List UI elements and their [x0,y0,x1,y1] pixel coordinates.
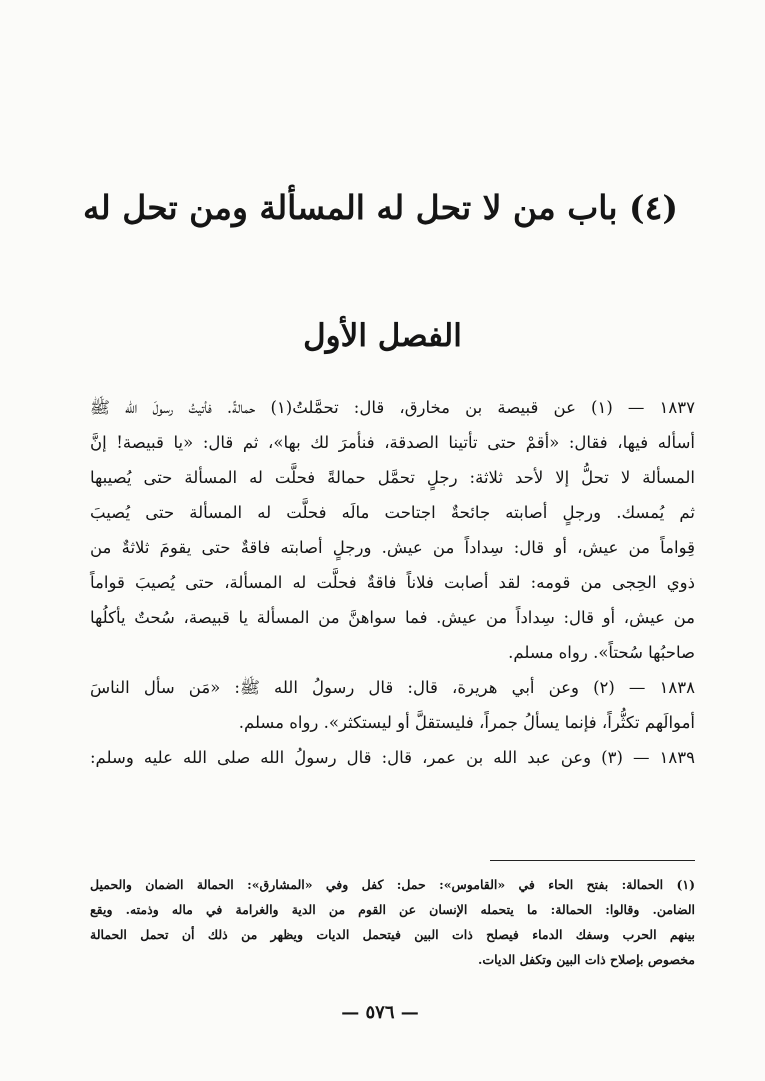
footnote-divider [490,860,695,861]
footnote-line: بينهم الحرب وسفك الدماء فيصلح ذات البين فيتحمل الديات ويظهر من ذلك أن تحمل الحمالة [90,927,695,942]
chapter-title: (٤) باب من لا تحل له المسألة ومن تحل له [82,188,678,227]
footnote [90,872,695,972]
text-line: ١٨٣٩ — (٣) وعن عبد الله بن عمر، قال: قال رسولُ الله صلى الله عليه وسلم: [90,748,695,767]
text-line: المسألة لا تحلُّ إلا لأحد ثلاثة: رجلٍ تحمَّل حمالةً فحلَّت له المسألة حتى يُصيبها [90,468,695,487]
hadith-text-body [90,390,695,775]
section-title: الفصل الأول [303,318,462,354]
text-line: ثم يُمسك. ورجلٍ أصابته جائحةٌ اجتاحت مالَه فحلَّت له المسألة حتى يُصيبَ [90,503,695,522]
footnote-line: مخصوص بإصلاح ذات البين وتكفل الديات. [478,952,695,967]
text-line: ١٨٣٧ — (١) عن قبيصة بن مخارق، قال: تحمَّلتُ(١) حمالةً. فأتيتُ رسولَ الله ﷺ [90,398,695,417]
text-line: أسأله فيها، فقال: «أقمْ حتى تأتينا الصدقة، فنأمرَ لك بها»، ثم قال: «يا قبيصة! إنَّ [90,433,695,452]
page-number: — ٥٧٦ — [341,1002,419,1023]
text-line: صاحبُها سُحتاً». رواه مسلم. [508,643,695,662]
text-line: من عيش، أو قال: سِداداً من عيش. فما سواهنَّ من المسألة يا قبيصة، سُحتٌ يأكلُها [90,608,695,627]
footnote-line: الضامن. وقالوا: الحمالة: ما يتحمله الإنسان عن القوم من الدية والغرامة في ماله وذمته. ويقع [90,902,695,917]
hadith-1839 [90,740,695,775]
text-line: قِواماً من عيش، أو قال: سِداداً من عيش. ورجلٍ أصابته فاقةٌ حتى يقومَ ثلاثةٌ من [90,538,695,557]
hadith-1838 [90,670,695,740]
text-line: ذوي الحِجى من قومه: لقد أصابت فلاناً فاقةٌ فحلَّت له المسألة، حتى يُصيبَ قواماً [90,573,695,592]
footnote-line: (١) الحمالة: بفتح الحاء في «القاموس»: حمل: كفل وفي «المشارق»: الحمالة الضمان والحميل [90,877,695,892]
text-line: ١٨٣٨ — (٢) وعن أبي هريرة، قال: قال رسولُ الله ﷺ: «مَن سأل الناسَ [90,678,695,697]
hadith-1837 [90,390,695,670]
text-line: أموالَهم تكثُّراً، فإنما يسألُ جمراً، فليستقلَّ أو ليستكثر». رواه مسلم. [238,713,695,732]
